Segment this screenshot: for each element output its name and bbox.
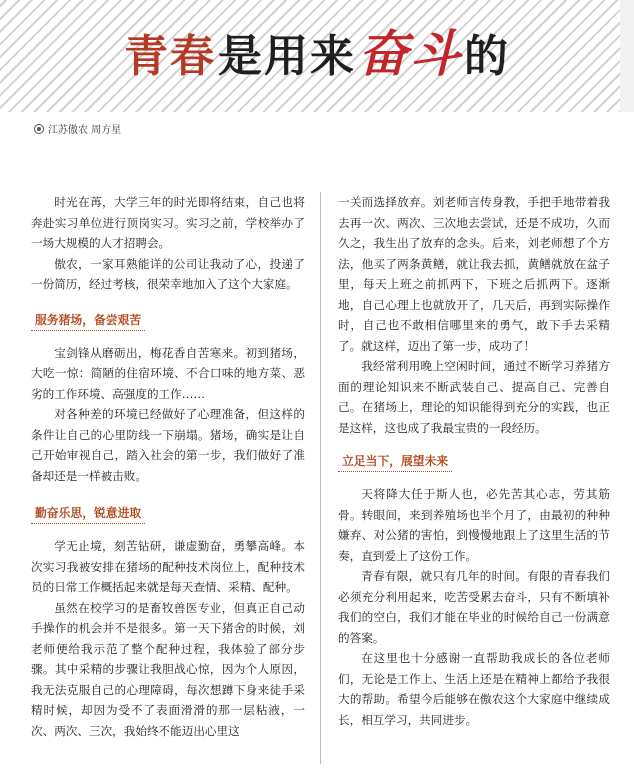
paragraph: 在这里也十分感谢一直帮助我成长的各位老师们，无论是工作上、生活上还是在精神上都给予我很大的帮助。希望今后能够在傲农这个大家庭中继续成长，相互学习，共同进步。 (338, 651, 610, 727)
paragraph: 我经常利用晚上空闲时间，通过不断学习养猪方面的理论知识来不断武装自己、提高自己、完善自己。在猪场上，理论的知识能得到充分的实践，也正是这样，这也成了我最宝贵的一段经历。 (338, 359, 610, 435)
paragraph: 对各种差的环境已经做好了心理准备，但这样的条件让自己的心里防线一下崩塌。猪场，确实是让自己开始审视自己，踏入社会的第一步，我们做好了准备却还是一样被击败。 (31, 407, 305, 483)
section-heading-text: 立足当下，展望未来 (338, 452, 452, 472)
title-part-3: 奋斗 (358, 24, 462, 83)
section-heading-text: 服务猪场，备尝艰苦 (31, 311, 145, 331)
paragraph: 时光在苒，大学三年的时光即将结束，自己也将奔赴实习单位进行顶岗实习。实习之前，学校举办了一场大规模的人才招聘会。 (31, 195, 305, 250)
author: 江苏傲农 周方星 (48, 125, 122, 136)
title-part-2: 是用来 (218, 31, 356, 82)
paragraph: 学无止境，刻苦钻研，谦虚勤奋，勇攀高峰。本次实习我被安排在猪场的配种技术岗位上，配种技术员的日常工作概括起来就是每天查情、采精、配种。 (31, 539, 305, 594)
section-heading (31, 311, 305, 331)
paragraph: 一关而选择放弃。刘老师言传身教，手把手地带着我去再一次、两次、三次地去尝试，还是不成功，久而久之，我生出了放弃的念头。后来，刘老师想了个方法，他买了两条黄鳝，就让我去抓，黄鳝就放在盆子里，每天上班之前抓两下，下班之后抓两下。逐渐地，自己心理上也就放开了，几天后，再到实际操作时，自己也不敢相信哪里来的勇气，敢下手去采精了。就这样，迈出了第一步，成功了！ (338, 195, 610, 353)
paragraph: 青春有限，就只有几年的时间。有限的青春我们必须充分利用起来，吃苦受累去奋斗，只有不断填补我们的空白，我们才能在毕业的时候给自己一份满意的答案。 (338, 569, 610, 645)
title-part-1: 青春 (124, 31, 216, 82)
bullet-icon (34, 124, 44, 134)
paragraph: 宝剑锋从磨砺出，梅花香自苦寒来。初到猪场，大吃一惊：简陋的住宿环境、不合口味的地方菜、恶劣的工作环境、高强度的工作…… (31, 345, 305, 401)
section-heading-text: 勤奋乐思，锐意进取 (31, 504, 145, 524)
section-heading (338, 452, 610, 472)
right-column (338, 192, 610, 730)
title-part-4: 的 (464, 31, 510, 82)
byline (34, 121, 121, 136)
left-column (31, 192, 305, 741)
column-divider (320, 192, 321, 764)
section-heading (31, 504, 305, 524)
article-title (0, 22, 634, 89)
paragraph: 虽然在校学习的是畜牧兽医专业，但真正自己动手操作的机会并不是很多。第一天下猪舍的时候，刘老师便给我示范了整个配种过程，我体验了部分步骤。其中采精的步骤让我胆战心惊，因为个人原因，我无法克服自己的心理障碍，每次想蹲下身来徒手采精时候，却因为受不了表面滑滑的那一层粘液，一次、两次、三次，我始终不能迈出心里这 (31, 600, 305, 738)
paragraph: 傲农，一家耳熟能详的公司让我动了心，投递了一份简历，经过考核，很荣幸地加入了这个大家庭。 (31, 256, 305, 291)
paragraph: 天将降大任于斯人也，必先苦其心志，劳其筋骨。转眼间，来到养殖场也半个月了，由最初的种种嫌弃、对公猪的害怕，到慢慢地跟上了这里生活的节奏，直到爱上了这份工作。 (338, 487, 610, 563)
